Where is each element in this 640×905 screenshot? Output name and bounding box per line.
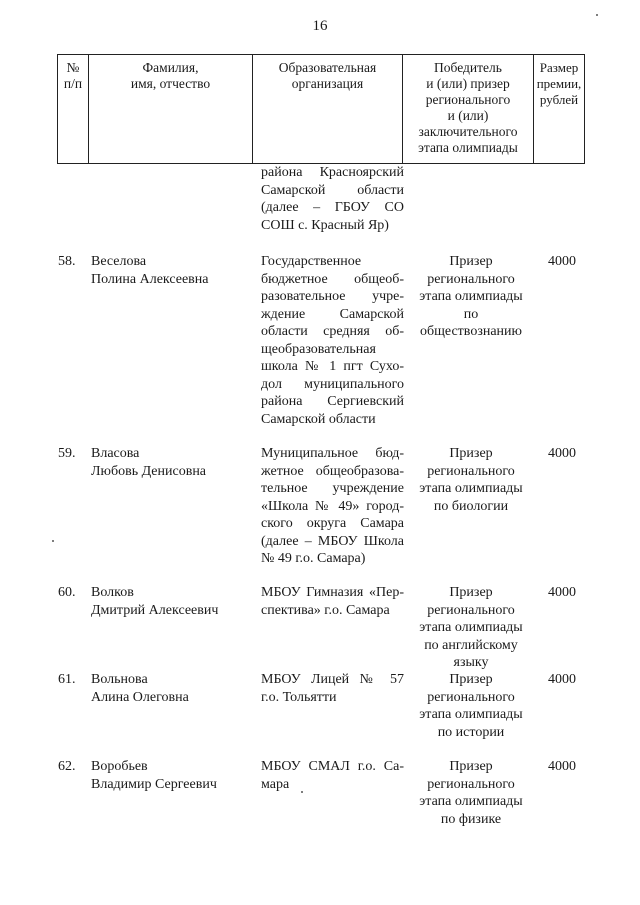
row-prize: 4000 [548,759,576,774]
header-num: № п/п [58,55,89,163]
row-num: 61. [58,672,76,687]
row-prize: 4000 [548,672,576,687]
row-org: Государственное бюджетное общеоб- разовательное учре- ждение Самарской области средняя об- щеобразовательная школа № 1 пгт Сухо- дол муниципального района Сергиевский Самарской области [261,254,404,427]
row-achievement: Призер регионального этапа олимпиады по физике [419,759,523,827]
row-org: МБОУ Лицей № 57 г.о. Тольятти [261,672,404,705]
row-prize: 4000 [548,254,576,269]
header-org: Образовательная организация [253,55,403,163]
row-org: МБОУ СМАЛ г.о. Са- мара [261,759,404,792]
row-name: Вольнова Алина Олеговна [91,672,189,705]
table-header [57,54,585,164]
page-number: 16 [312,18,328,34]
row-name: Веселова Полина Алексеевна [91,254,209,287]
scan-speck [596,14,598,16]
row-num: 58. [58,254,76,269]
row-name: Воробьев Владимир Сергеевич [91,759,217,792]
header-name: Фамилия, имя, отчество [89,55,253,163]
row-org: Муниципальное бюд- жетное общеобразова- тельное учреждение «Школа № 49» город- ского округа Самара (далее – МБОУ Школа № 49 г.о. Самара) [261,446,404,566]
row-achievement: Призер регионального этапа олимпиады по английскому языку [419,585,523,670]
row-num: 60. [58,585,76,600]
row-org: МБОУ Гимназия «Пер- спектива» г.о. Самара [261,585,404,618]
row-achievement: Призер регионального этапа олимпиады по истории [419,672,523,740]
row-name: Власова Любовь Денисовна [91,446,207,479]
row-num: 62. [58,759,76,774]
row-achievement: Призер регионального этапа олимпиады по биологии [419,446,523,514]
scan-speck [301,791,303,793]
header-prize: Размер премии, рублей [534,55,585,163]
row-achievement: Призер регионального этапа олимпиады по обществознанию [419,254,523,339]
row-name: Волков Дмитрий Алексеевич [91,585,219,618]
row-num: 59. [58,446,76,461]
continuation-org: района Красноярский Самарской области (далее – ГБОУ СО СОШ с. Красный Яр) [261,165,404,233]
row-prize: 4000 [548,446,576,461]
scan-speck [52,540,54,542]
row-prize: 4000 [548,585,576,600]
header-achievement: Победитель и (или) призер регионального и (или) заключительного этапа олимпиады [403,55,534,163]
